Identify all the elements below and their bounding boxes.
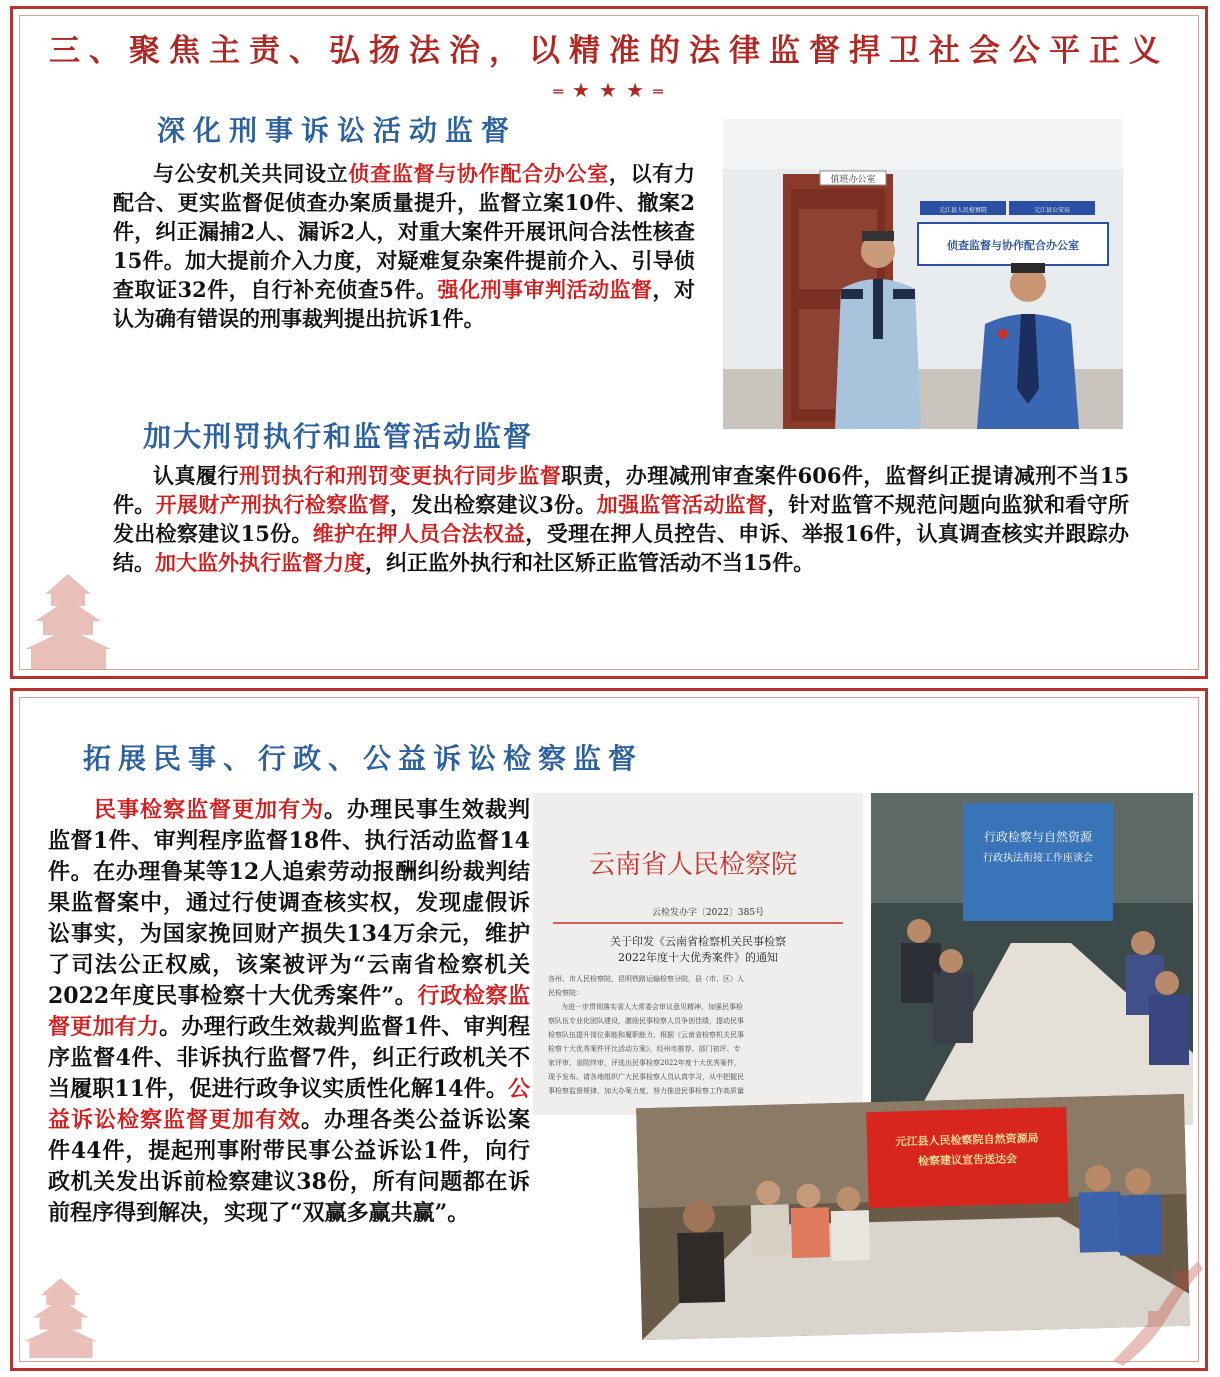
highlight-office: 侦查监督与协作配合办公室 — [348, 161, 609, 186]
meeting2-screen-line1: 元江县人民检察院自然资源局 — [895, 1131, 1039, 1149]
star-icon: ★ — [599, 78, 619, 102]
highlight-civil: 民事检察监督更加有为 — [94, 797, 324, 823]
photo-office-officers-image — [723, 119, 1123, 429]
meeting1-screen-line1: 行政检察与自然资源 — [983, 830, 1093, 844]
photo-notice-document — [533, 793, 863, 1115]
doc-body-line: 察队伍专业化团队建设，激励民事检察人员争创佳绩，提动民事 — [548, 1017, 744, 1025]
highlight-admin: 行政检察监督更加有力 — [48, 983, 530, 1040]
doc-number-text: 云检发办字〔2022〕385号 — [651, 908, 765, 918]
highlight-outside-execution: 加大监外执行监督力度 — [155, 550, 365, 575]
doc-body-line: 家评审、省院终审，评选出民事检察2022年度十大优秀案件， — [548, 1059, 741, 1067]
photo-meeting-admin-resources — [871, 793, 1193, 1125]
highlight-public-interest: 公益诉讼检察监督更加有效 — [48, 1076, 530, 1133]
notice-document-image — [533, 793, 863, 1115]
meeting-recommendation-image — [636, 1094, 1190, 1340]
section-title-penalty-execution: 加大刑罚执行和监管活动监督 — [143, 420, 534, 453]
door-sign-text: 值班办公室 — [830, 175, 876, 185]
photo-meeting-recommendation — [636, 1094, 1190, 1340]
paragraph-criminal-litigation: 与公安机关共同设立侦查监督与协作配合办公室，以有力配合、更实监督促侦查办案质量提升，监督立案10件、撤案2件，纠正漏捕2人、漏诉2人，对重大案件开展讯问合法性核查15件。加大提前介入力度，对疑难复杂案件提前介入、引导侦查取证32件，自行补充侦查5件。强化刑事审判活动监督，对认为确有错误的刑事裁判提出抗诉1件。 — [113, 161, 696, 331]
highlight-property-penalty: 开展财产刑执行检察监督 — [155, 492, 390, 517]
doc-body-line: 检察队伍提升岗位素能和履职能力，根据《云南省检察机关民事 — [548, 1031, 744, 1039]
temple-decoration-icon — [21, 1266, 101, 1366]
title-star-divider: ═ ★ ★ ★ ═ — [553, 78, 665, 102]
star-icon: ★ — [572, 78, 592, 102]
doc-body-line: 现予发布。请各地组织广大民事检察人员认真学习，从中把握民 — [548, 1073, 744, 1081]
plaque-right-text: 元江县公安局 — [1033, 207, 1071, 214]
panel-criminal-supervision — [10, 6, 1208, 679]
main-title: 三、聚焦主责、弘扬法治，以精准的法律监督捍卫社会公平正义 — [49, 33, 1169, 69]
great-wall-decoration-icon — [1113, 1251, 1203, 1366]
section-title-criminal-litigation: 深化刑事诉讼活动监督 — [157, 114, 518, 147]
doc-body-line: 各州、市人民检察院，昆明铁路运输检察分院，县（市、区）人 — [548, 975, 744, 983]
panel-civil-admin-supervision — [10, 688, 1208, 1371]
doc-title-line1: 关于印发《云南省检察机关民事检察 — [610, 935, 786, 948]
photo-office-officers — [723, 119, 1123, 429]
paragraph-civil-admin: 民事检察监督更加有为。办理民事生效裁判监督1件、审判程序监督18件、执行活动监督14件。在办理鲁某等12人追索劳动报酬纠纷裁判结果监督案中，通过行使调查核实权，发现虚假诉讼事实，为国家挽回财产损失134万余元，维护了司法公正权威，该案被评为“云南省检察机关2022年度民事检察十大优秀案件”。行政检察监督更加有力。办理行政生效裁判监督1件、审判程序监督4件、非诉执行监督7件，纠正行政机关不当履职11件，促进行政争议实质性化解14件。公益诉讼检察监督更加有效。办理各类公益诉讼案件44件，提起刑事附带民事公益诉讼1件，向行政机关发出诉前检察建议38份，所有问题都在诉前程序得到解决，实现了“双赢多赢共赢”。 — [48, 797, 530, 1226]
doc-body-line: 事检察监督规律，加大办案力度，努力推进民事检察工作高质量 — [548, 1087, 744, 1095]
plaque-left-text: 元江县人民检察院 — [938, 207, 988, 214]
wall-sign-text: 侦查监督与协作配合办公室 — [947, 239, 1079, 252]
meeting2-screen-line2: 检察建议宣告送达会 — [917, 1152, 1018, 1168]
doc-body-line: 为进一步贯彻落实省人大常委会审议意见精神，加强民事检 — [561, 1003, 743, 1011]
meeting-admin-resources-image — [871, 793, 1193, 1125]
highlight-custody-supervision: 加强监管活动监督 — [596, 492, 768, 517]
highlight-detainee-rights: 维护在押人员合法权益 — [312, 521, 526, 546]
doc-org-text: 云南省人民检察院 — [588, 850, 798, 880]
highlight-sync-supervision: 刑罚执行和刑罚变更执行同步监督 — [238, 463, 562, 488]
doc-body-line: 民检察院： — [548, 989, 583, 997]
section-title-civil-admin: 拓展民事、行政、公益诉讼检察监督 — [83, 742, 644, 775]
star-icon: ★ — [626, 78, 646, 102]
doc-body-line: 检察十大优秀案件评比活动方案》，经州市推荐、部门初评、专 — [548, 1045, 741, 1053]
highlight-trial-supervision: 强化刑事审判活动监督 — [437, 277, 653, 302]
doc-title-line2: 2022年度十大优秀案件》的通知 — [618, 951, 778, 964]
paragraph-penalty-execution: 认真履行刑罚执行和刑罚变更执行同步监督职责，办理减刑审查案件606件，监督纠正提请减刑不当15件。开展财产刑执行检察监督，发出检察建议3份。加强监管活动监督，针对监管不规范问题向监狱和看守所发出检察建议15份。维护在押人员合法权益，受理在押人员控告、申诉、举报16件，认真调查核实并跟踪办结。加大监外执行监督力度，纠正监外执行和社区矫正监管活动不当15件。 — [113, 463, 1130, 575]
meeting1-screen-line2: 行政执法衔接工作座谈会 — [983, 853, 1093, 864]
temple-decoration-icon — [21, 569, 116, 669]
